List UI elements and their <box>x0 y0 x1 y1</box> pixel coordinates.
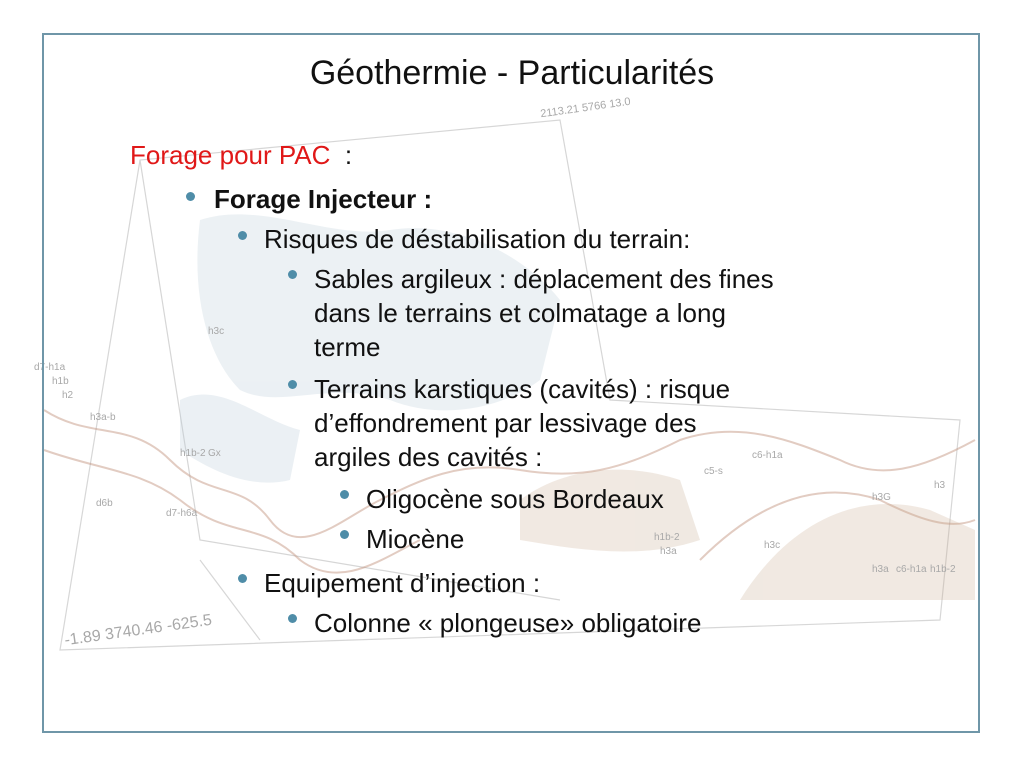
watermark-label: h3a-b <box>90 412 116 423</box>
bullet-dot <box>186 192 195 201</box>
watermark-label: d7-h6a <box>166 508 198 519</box>
watermark-label: c5-s <box>704 466 723 477</box>
watermark-coords-top: 2113.21 5766 13.0 <box>539 95 632 121</box>
watermark-label: h3a <box>872 564 889 575</box>
watermark-label: d7-h1a <box>34 362 66 373</box>
bullet-dot <box>288 380 297 389</box>
bullet-dot <box>288 270 297 279</box>
watermark-label: h3 <box>934 480 946 491</box>
heading-colon: : <box>344 140 353 170</box>
item-sables-line2: dans le terrains et colmatage a long <box>314 298 726 328</box>
item-equipement: Equipement d’injection : <box>264 568 541 598</box>
watermark-label: h3c <box>764 540 781 551</box>
item-sables-line1: Sables argileux : déplacement des fines <box>314 264 774 294</box>
watermark-label: h1b-2 <box>654 532 680 543</box>
heading-text: Forage pour PAC <box>130 140 331 170</box>
item-karst-line1: Terrains karstiques (cavités) : risque <box>314 374 731 404</box>
section-heading <box>130 138 352 172</box>
bullet-dot <box>288 614 297 623</box>
watermark-label: c6-h1a <box>896 564 927 575</box>
watermark-label: h3G <box>872 492 891 503</box>
watermark-label: d6b <box>96 498 113 509</box>
watermark-label: Gx <box>208 448 221 459</box>
item-oligocene: Oligocène sous Bordeaux <box>366 484 664 514</box>
item-karst-line3: argiles des cavités : <box>314 442 543 472</box>
slide-title: Géothermie - Particularités <box>309 54 715 92</box>
watermark-label: h1b <box>52 376 69 387</box>
item-karst-line2: d’effondrement par lessivage des <box>314 408 697 438</box>
bullet-dot <box>340 490 349 499</box>
bullet-dot <box>238 231 247 240</box>
item-colonne: Colonne « plongeuse» obligatoire <box>314 608 702 638</box>
watermark-label: h1b-2 <box>180 448 206 459</box>
watermark-label: h3a <box>660 546 677 557</box>
watermark-label: h1b-2 <box>930 564 956 575</box>
watermark-label: h3c <box>208 326 225 337</box>
watermark-label: h2 <box>62 390 74 401</box>
item-forage-injecteur: Forage Injecteur : <box>214 184 433 214</box>
item-sables-line3: terme <box>314 332 381 362</box>
bullet-dot <box>238 574 247 583</box>
item-risques: Risques de déstabilisation du terrain: <box>264 224 691 254</box>
watermark-coords-bottom: -1.89 3740.46 -625.5 <box>63 611 213 650</box>
item-miocene: Miocène <box>366 524 465 554</box>
watermark-label: c6-h1a <box>752 450 783 461</box>
bullet-dot <box>340 530 349 539</box>
